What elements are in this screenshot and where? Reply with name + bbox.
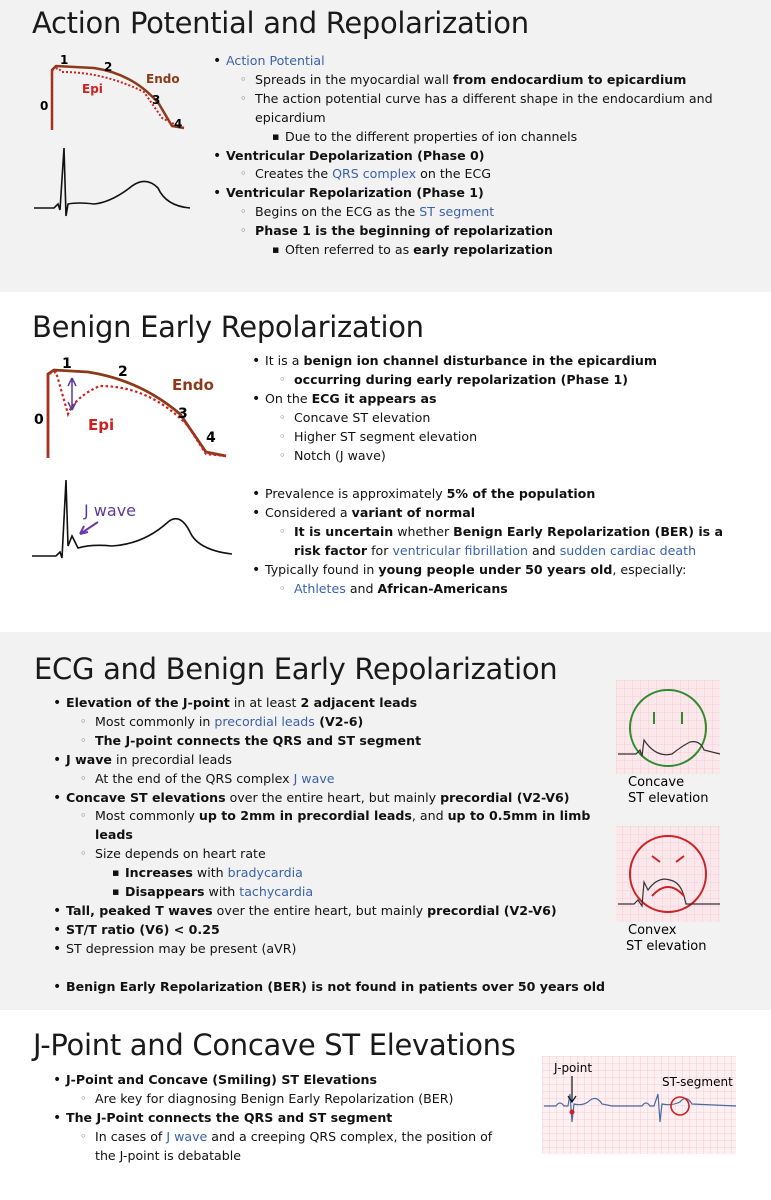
ecg-ber-text [52, 694, 612, 997]
list-item [251, 390, 751, 409]
text: , especially: [612, 561, 687, 577]
text: Often referred to as [285, 242, 414, 258]
list-item [251, 352, 751, 371]
list-item [251, 409, 751, 428]
j-point-label: J-point [554, 1061, 593, 1075]
endo-label: Endo [172, 376, 214, 394]
action-potential-diagram [34, 53, 194, 142]
list-item [52, 1071, 502, 1090]
text-bold: early repolarization [413, 242, 553, 258]
j-wave-link[interactable]: J wave [166, 1128, 208, 1144]
list-item [251, 580, 751, 599]
list-item [251, 447, 751, 466]
section-title: ECG and Benign Early Repolarization [34, 652, 558, 686]
text-bold: The J-point connects the QRS and ST segment [95, 732, 422, 748]
text-bold: Ventricular Repolarization (Phase 1) [226, 185, 484, 201]
convex-label-line1: Convex [628, 923, 677, 938]
text: in precordial leads [111, 751, 232, 767]
text-bold: Increases [125, 865, 193, 881]
text-bold: J-Point and Concave (Smiling) ST Elevations [66, 1072, 377, 1087]
phase-2-label: 2 [104, 60, 113, 74]
precordial-leads-link[interactable]: precordial leads [214, 713, 315, 729]
section-ecg-ber [0, 632, 771, 1010]
text-bold: Benign Early Repolarization (BER) is not found in patients over 50 years old [66, 978, 606, 994]
list-item [52, 902, 612, 921]
text: with [204, 884, 240, 900]
list-item [52, 732, 612, 751]
phase-3-label: 3 [178, 406, 188, 422]
sudden-cardiac-death-link[interactable]: sudden cardiac death [559, 542, 697, 558]
list-item [212, 90, 752, 128]
list-item [212, 165, 752, 184]
list-item [52, 883, 612, 902]
text-bold: precordial (V2-V6) [440, 789, 570, 805]
phase-0-label: 0 [34, 412, 44, 428]
list-item [52, 921, 612, 940]
text: on the ECG [416, 166, 491, 182]
text: Most commonly in [95, 713, 215, 729]
section-title: Action Potential and Repolarization [32, 6, 529, 40]
text: The action potential curve has a different shape in the endocardium and epicardium [255, 90, 713, 125]
text-bold: Benign Early Repolarization (BER) is a risk factor [294, 523, 724, 558]
text-bold: Concave ST elevations [66, 789, 226, 805]
text-bold: The J-Point connects the QRS and ST segment [66, 1109, 393, 1125]
list-item [251, 371, 751, 390]
text-bold: It is uncertain [294, 523, 394, 539]
text-bold: ECG it appears as [311, 390, 437, 406]
list-item [251, 523, 751, 561]
bradycardia-link[interactable]: bradycardia [227, 865, 303, 881]
text-bold: from endocardium to epicardium [452, 71, 687, 87]
concave-st-elevation-figure [616, 680, 726, 806]
phase-1-label: 1 [60, 53, 69, 67]
text-bold: precordial (V2-V6) [427, 902, 557, 918]
list-item [212, 147, 752, 166]
text: , and [411, 808, 448, 824]
text-bold: 2 adjacent leads [300, 695, 418, 710]
text-bold: young people under 50 years old [378, 561, 613, 577]
list-item [251, 561, 751, 580]
list-item [212, 128, 752, 147]
list-item [212, 203, 752, 222]
ecg-trace [34, 146, 190, 216]
list-item [52, 751, 612, 770]
list-item [52, 1090, 502, 1109]
text: for [367, 542, 393, 558]
text: Are key for diagnosing Benign Early Repolarization (BER) [95, 1090, 454, 1106]
list-item [251, 428, 751, 447]
list-item [52, 694, 612, 713]
phase-2-label: 2 [118, 364, 128, 380]
text-bold: Disappears [125, 884, 205, 900]
text-bold: (V2-6) [314, 713, 364, 729]
endo-label: Endo [146, 72, 180, 86]
text: over the entire heart, but mainly [212, 902, 428, 918]
ber-action-potential-diagram [30, 356, 230, 466]
list-item [52, 713, 612, 732]
text: and [527, 542, 560, 558]
text: whether [393, 523, 454, 539]
list-item [212, 241, 752, 260]
j-wave-link[interactable]: J wave [293, 770, 335, 786]
phase-4-label: 4 [174, 117, 183, 131]
concave-label-line2: ST elevation [628, 791, 709, 806]
ber-intro-text [251, 352, 751, 465]
text-bold: J wave [66, 751, 112, 767]
text-bold: African-Americans [377, 580, 508, 596]
list-item [52, 770, 612, 789]
text: and [345, 580, 378, 596]
text-bold: variant of normal [351, 504, 476, 520]
list-item [52, 789, 612, 808]
text-bold: Tall, peaked T waves [66, 902, 213, 918]
ventricular-fibrillation-link[interactable]: ventricular fibrillation [392, 542, 528, 558]
section-title: J-Point and Concave ST Elevations [33, 1028, 516, 1062]
qrs-complex-link[interactable]: QRS complex [332, 166, 417, 182]
section-action-potential [0, 0, 771, 292]
text-bold: occurring during early repolarization (Phase 1) [294, 371, 629, 387]
list-item [251, 485, 751, 504]
list-item [52, 940, 612, 959]
j-point-ecg-figure [542, 1056, 738, 1160]
st-segment-label: ST-segment [662, 1075, 733, 1089]
j-wave-label: J wave [84, 501, 137, 520]
phase-1-label: 1 [62, 356, 72, 372]
st-segment-link[interactable]: ST segment [419, 204, 495, 220]
action-potential-link[interactable]: Action Potential [226, 53, 325, 68]
phase-3-label: 3 [152, 93, 161, 107]
phase-0-label: 0 [40, 99, 49, 113]
text: Prevalence is approximately [265, 486, 447, 501]
j-point-text [52, 1071, 502, 1166]
text-bold: up to 2mm in precordial leads [198, 808, 412, 824]
text: with [192, 865, 228, 881]
text-bold: up to 0.5mm in limb leads [95, 808, 591, 843]
text: Most commonly [95, 808, 199, 824]
athletes-link[interactable]: Athletes [294, 580, 346, 596]
text: Size depends on heart rate [95, 846, 266, 862]
text-bold: Ventricular Depolarization (Phase 0) [226, 147, 485, 163]
list-item [212, 184, 752, 203]
text: In cases of [95, 1128, 167, 1144]
list-item [52, 978, 612, 997]
epi-label: Epi [82, 82, 103, 96]
concave-label-line1: Concave [628, 775, 685, 790]
text-bold: 5% of the population [446, 486, 596, 501]
list-item [251, 504, 751, 523]
j-wave-ecg-trace [32, 478, 232, 562]
text: ST depression may be present (aVR) [66, 940, 297, 956]
text: Due to the different properties of ion channels [285, 128, 578, 144]
text: Creates the [255, 166, 333, 182]
list-item [52, 1109, 502, 1128]
phase-4-label: 4 [206, 430, 216, 446]
list-item [52, 1128, 502, 1166]
convex-st-elevation-figure [614, 826, 724, 954]
section-benign-early-repolarization [0, 292, 771, 632]
section-title: Benign Early Repolarization [32, 310, 424, 344]
text: Higher ST segment elevation [294, 428, 478, 444]
text: On the [265, 390, 312, 406]
text: At the end of the QRS complex [95, 770, 294, 786]
text: Concave ST elevation [294, 409, 431, 425]
text: It is a [265, 353, 304, 368]
epi-label: Epi [88, 416, 115, 434]
text: Notch (J wave) [294, 447, 386, 463]
list-item [212, 222, 752, 241]
convex-label-line2: ST elevation [626, 939, 707, 954]
text: Spreads in the myocardial wall [255, 71, 453, 87]
list-item [212, 52, 752, 71]
text: Considered a [265, 504, 352, 520]
list-item [52, 845, 612, 864]
section-j-point [0, 1010, 771, 1200]
list-item [52, 807, 612, 845]
text: Begins on the ECG as the [255, 204, 420, 220]
text: in at least [229, 695, 301, 710]
text: and a creeping QRS complex, the position of the J-point is debatable [95, 1128, 493, 1163]
tachycardia-link[interactable]: tachycardia [239, 884, 314, 900]
text-bold: ST/T ratio (V6) < 0.25 [66, 921, 220, 937]
list-item [212, 71, 752, 90]
list-item [52, 864, 612, 883]
text: Typically found in [265, 561, 379, 577]
text: over the entire heart, but mainly [225, 789, 441, 805]
text-bold: Phase 1 is the beginning of repolarization [255, 223, 553, 239]
ber-prevalence-text [251, 485, 751, 598]
text-bold: benign ion channel disturbance in the epicardium [303, 353, 658, 368]
action-potential-text [212, 52, 752, 260]
text-bold: Elevation of the J-point [66, 695, 230, 710]
